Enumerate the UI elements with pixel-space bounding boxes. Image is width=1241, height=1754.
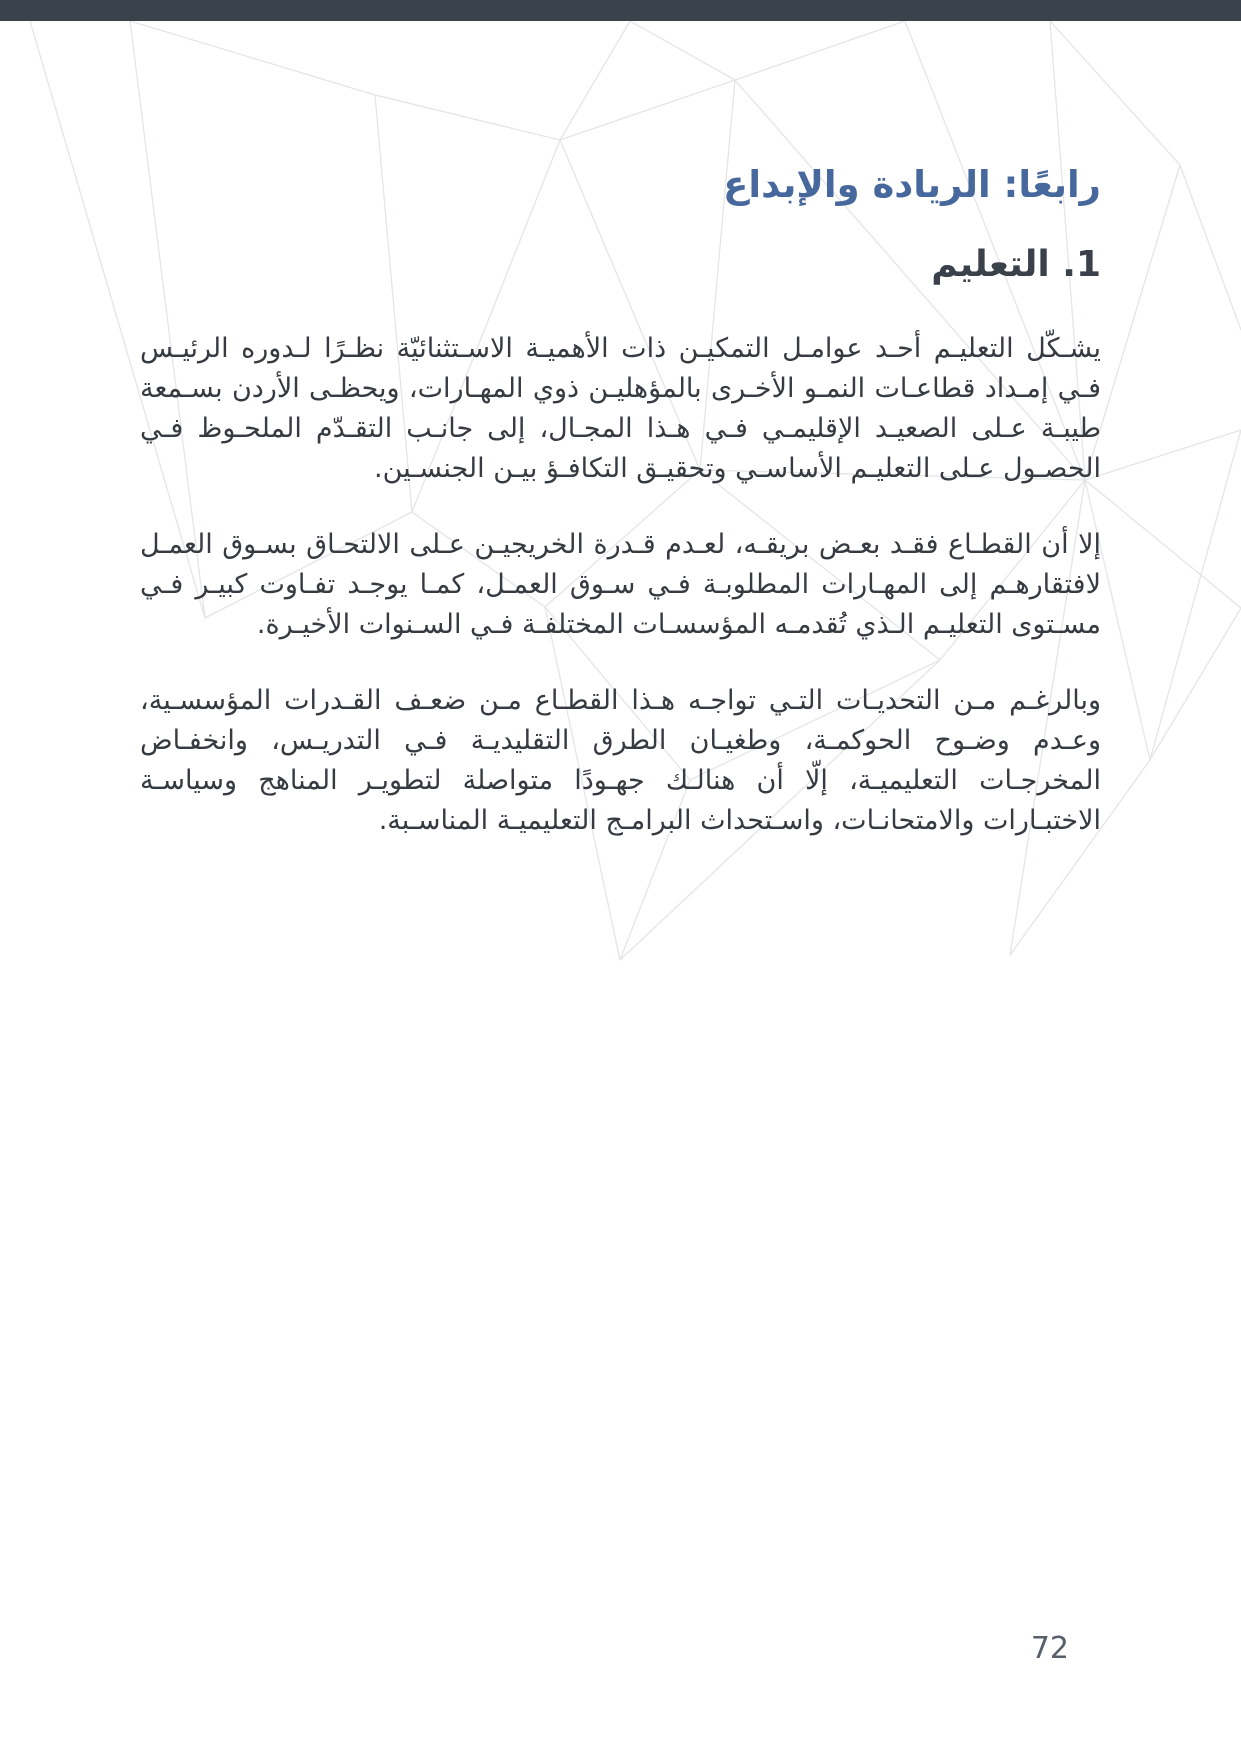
paragraph-education-role: يشـكّل التعليـم أحـد عوامـل التمكيـن ذات الأهميـة الاسـتثنائيّة نظـرًا لـدوره الرئيـس فـي إمـداد قطاعـات النمـو الأخـرى بالمؤهليـن ذوي المهـارات، ويحظـى الأردن بسـمعة طيبـة عـلى الصعيـد الإقليمـي فـي هـذا المجـال، إلى جانـب التقـدّم الملحـوظ فـي الحصـول عـلى التعليـم الأساسـي وتحقيـق التكافـؤ بيـن الجنسـين. [140, 332, 1101, 484]
page-number: 72 [1030, 1631, 1069, 1666]
top-accent-bar [0, 0, 1241, 21]
section-title: رابعًا: الريادة والإبداع [723, 163, 1101, 206]
paragraph-sector-challenges: إلا أن القطـاع فقـد بعـض بريقـه، لعـدم قـدرة الخريجيـن عـلى الالتحـاق بسـوق العمـل لافتقارهـم إلى المهـارات المطلوبـة فـي سـوق العمـل، كمـا يوجـد تفـاوت كبيـر فـي مسـتوى التعليـم الـذي تُقدمـه المؤسسـات المختلفـة فـي السـنوات الأخيـرة. [140, 528, 1101, 640]
subsection-title: 1. التعليم [931, 244, 1101, 286]
paragraph-ongoing-efforts: وبالرغـم مـن التحديـات التـي تواجـه هـذا القطـاع مـن ضعـف القـدرات المؤسسـية، وعـدم وضـوح الحوكمـة، وطغيـان الطرق التقليديـة فـي التدريـس، وانخفـاض المخرجـات التعليميـة، إلّا أن هنالـك جهـودًا متواصلة لتطويـر المناهج وسياسـة الاختبـارات والامتحانـات، واسـتحداث البرامـج التعليميـة المناسـبة. [140, 684, 1101, 836]
page-content [140, 0, 1101, 841]
